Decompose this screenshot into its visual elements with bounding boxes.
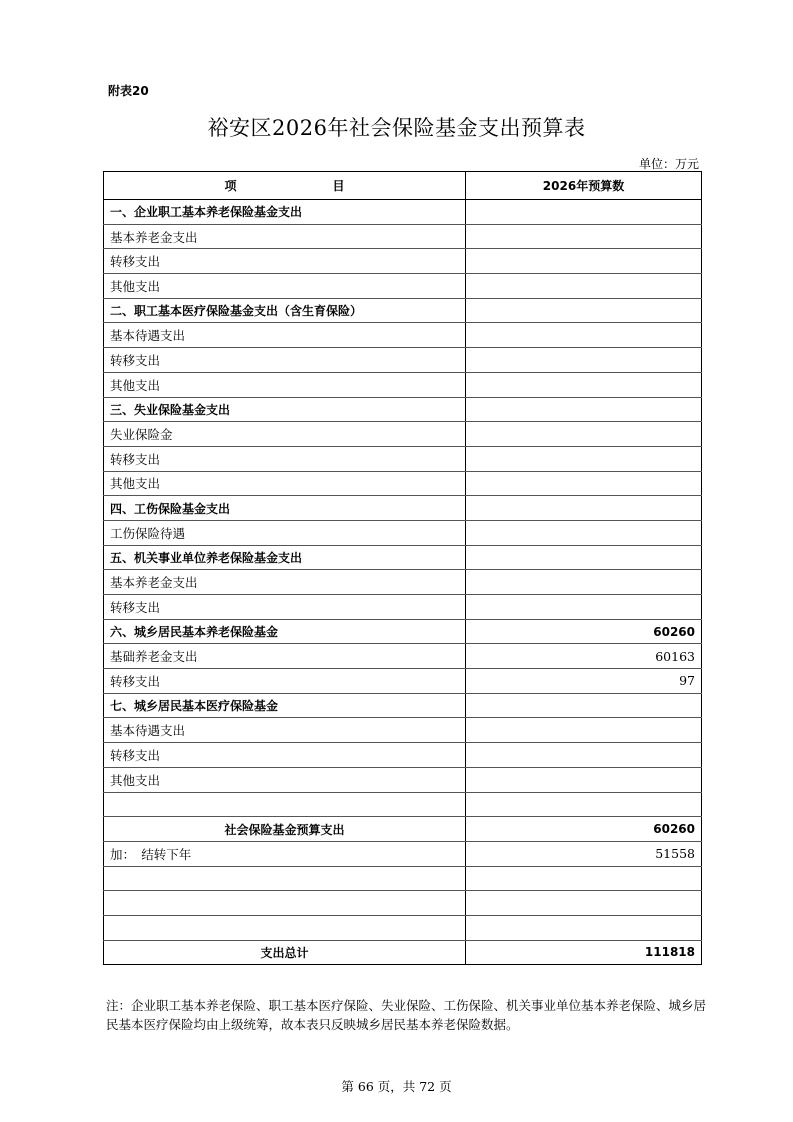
row-value [466, 249, 702, 274]
unit-label: 单位：万元 [638, 157, 699, 171]
table-row [104, 841, 702, 866]
table-row [104, 718, 702, 743]
row-label [104, 866, 466, 891]
table-row [104, 496, 702, 521]
table-row [104, 891, 702, 916]
row-value [466, 891, 702, 916]
row-label: 其他支出 [104, 471, 466, 496]
row-value [466, 595, 702, 620]
row-label: 社会保险基金预算支出 [104, 817, 466, 842]
row-value [466, 274, 702, 299]
row-value [466, 792, 702, 817]
table-row [104, 915, 702, 940]
row-value [466, 866, 702, 891]
row-value [466, 520, 702, 545]
row-label: 转移支出 [104, 446, 466, 471]
table-row [104, 323, 702, 348]
table-row [104, 767, 702, 792]
table-header-row [104, 172, 702, 200]
row-value [466, 496, 702, 521]
row-value [466, 545, 702, 570]
row-value [466, 446, 702, 471]
row-label [104, 915, 466, 940]
row-value: 60163 [466, 644, 702, 669]
row-value [466, 718, 702, 743]
row-label: 加： 结转下年 [104, 841, 466, 866]
attachment-label: 附表20 [108, 84, 149, 98]
row-label: 转移支出 [104, 743, 466, 768]
row-label: 其他支出 [104, 274, 466, 299]
row-label: 六、城乡居民基本养老保险基金 [104, 619, 466, 644]
row-value [466, 200, 702, 225]
table-row [104, 348, 702, 373]
page-number: 第 66 页，共 72 页 [341, 1079, 452, 1094]
budget-table [103, 171, 702, 965]
row-label: 支出总计 [104, 940, 466, 965]
table-row [104, 644, 702, 669]
table-row [104, 422, 702, 447]
row-label: 转移支出 [104, 249, 466, 274]
row-label: 基础养老金支出 [104, 644, 466, 669]
row-value [466, 471, 702, 496]
table-row [104, 274, 702, 299]
table-row [104, 249, 702, 274]
table-row [104, 693, 702, 718]
row-value [466, 915, 702, 940]
table-row [104, 471, 702, 496]
table-row [104, 792, 702, 817]
row-label: 三、失业保险基金支出 [104, 397, 466, 422]
row-label: 工伤保险待遇 [104, 520, 466, 545]
row-value: 60260 [466, 817, 702, 842]
row-value: 111818 [466, 940, 702, 965]
column-header-budget: 2026年预算数 [466, 172, 702, 200]
row-value [466, 570, 702, 595]
page-title: 裕安区2026年社会保险基金支出预算表 [207, 116, 586, 140]
row-label: 四、工伤保险基金支出 [104, 496, 466, 521]
table-row [104, 669, 702, 694]
row-label: 基本待遇支出 [104, 718, 466, 743]
table-row [104, 545, 702, 570]
table-row [104, 817, 702, 842]
row-label: 转移支出 [104, 348, 466, 373]
table-row [104, 570, 702, 595]
table-row [104, 866, 702, 891]
row-label: 其他支出 [104, 372, 466, 397]
table-row [104, 200, 702, 225]
row-value [466, 743, 702, 768]
row-label: 一、企业职工基本养老保险基金支出 [104, 200, 466, 225]
row-value [466, 422, 702, 447]
row-value [466, 348, 702, 373]
row-label: 其他支出 [104, 767, 466, 792]
table-row [104, 520, 702, 545]
row-label [104, 891, 466, 916]
table-body [104, 200, 702, 965]
row-value: 97 [466, 669, 702, 694]
column-header-item: 项 目 [104, 172, 466, 200]
row-label: 基本待遇支出 [104, 323, 466, 348]
table-row [104, 619, 702, 644]
row-value [466, 372, 702, 397]
footnote: 注：企业职工基本养老保险、职工基本医疗保险、失业保险、工伤保险、机关事业单位基本养老保险、城乡居民基本医疗保险均由上级统筹，故本表只反映城乡居民基本养老保险数据。 [106, 998, 707, 1032]
row-label: 五、机关事业单位养老保险基金支出 [104, 545, 466, 570]
row-label: 二、职工基本医疗保险基金支出（含生育保险） [104, 298, 466, 323]
row-label: 转移支出 [104, 595, 466, 620]
table-row [104, 446, 702, 471]
row-value [466, 397, 702, 422]
row-label: 基本养老金支出 [104, 224, 466, 249]
row-label [104, 792, 466, 817]
table-row [104, 298, 702, 323]
table-row [104, 940, 702, 965]
row-value [466, 767, 702, 792]
table-row [104, 595, 702, 620]
row-label: 七、城乡居民基本医疗保险基金 [104, 693, 466, 718]
row-label: 转移支出 [104, 669, 466, 694]
row-value: 51558 [466, 841, 702, 866]
table-row [104, 743, 702, 768]
row-value [466, 298, 702, 323]
row-value [466, 693, 702, 718]
row-label: 失业保险金 [104, 422, 466, 447]
table-row [104, 372, 702, 397]
row-value [466, 323, 702, 348]
table-row [104, 397, 702, 422]
row-value: 60260 [466, 619, 702, 644]
table-row [104, 224, 702, 249]
row-label: 基本养老金支出 [104, 570, 466, 595]
row-value [466, 224, 702, 249]
